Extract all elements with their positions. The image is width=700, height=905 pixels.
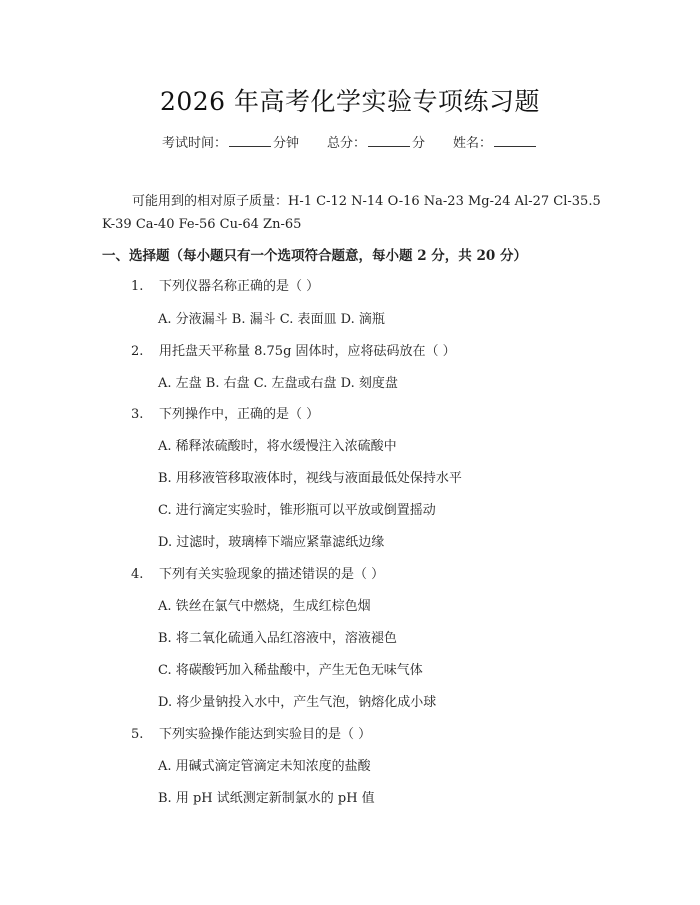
question-text: 下列实验操作能达到实验目的是（ ） bbox=[159, 727, 372, 742]
question-4-option-d: D. 将少量钠投入水中，产生气泡，钠熔化成小球 bbox=[158, 695, 437, 710]
question-3-option-d: D. 过滤时，玻璃棒下端应紧靠滤纸边缘 bbox=[158, 535, 385, 550]
student-name-label: 姓名： bbox=[453, 136, 493, 151]
question-3-option-a: A. 稀释浓硫酸时，将水缓慢注入浓硫酸中 bbox=[158, 439, 397, 454]
question-4 bbox=[131, 563, 384, 582]
question-number: 4. bbox=[131, 567, 144, 582]
total-score-blank bbox=[368, 134, 410, 147]
question-1-options: A. 分液漏斗 B. 漏斗 C. 表面皿 D. 滴瓶 bbox=[158, 312, 385, 327]
question-1 bbox=[131, 275, 319, 294]
total-score-unit: 分 bbox=[412, 136, 426, 151]
question-text: 下列仪器名称正确的是（ ） bbox=[159, 279, 320, 294]
question-4-option-b: B. 将二氧化硫通入品红溶液中，溶液褪色 bbox=[158, 631, 397, 646]
total-score-field bbox=[327, 132, 425, 151]
exam-time-label: 考试时间： bbox=[161, 136, 227, 151]
question-3-option-c: C. 进行滴定实验时，锥形瓶可以平放或倒置摇动 bbox=[158, 503, 436, 518]
question-text: 下列操作中，正确的是（ ） bbox=[159, 407, 320, 422]
section-heading-choice: 一、选择题（每小题只有一个选项符合题意，每小题 2 分，共 20 分） bbox=[102, 248, 527, 264]
exam-time-blank bbox=[229, 134, 271, 147]
question-3 bbox=[131, 403, 319, 422]
total-score-label: 总分： bbox=[326, 136, 366, 151]
atomic-mass-line-2: K-39 Ca-40 Fe-56 Cu-64 Zn-65 bbox=[102, 217, 302, 232]
exam-info-row bbox=[0, 132, 700, 151]
question-4-option-a: A. 铁丝在氯气中燃烧，生成红棕色烟 bbox=[158, 599, 371, 614]
question-number: 2. bbox=[131, 344, 144, 359]
question-number: 3. bbox=[131, 407, 144, 422]
question-number: 1. bbox=[131, 279, 144, 294]
document-title: 2026 年高考化学实验专项练习题 bbox=[159, 87, 541, 116]
question-5-option-a: A. 用碱式滴定管滴定未知浓度的盐酸 bbox=[158, 759, 371, 774]
question-number: 5. bbox=[131, 727, 144, 742]
question-text: 下列有关实验现象的描述错误的是（ ） bbox=[159, 567, 385, 582]
question-2 bbox=[131, 340, 456, 359]
student-name-blank bbox=[494, 134, 536, 147]
question-5-option-b: B. 用 pH 试纸测定新制氯水的 pH 值 bbox=[158, 791, 375, 806]
atomic-mass-line-1: 可能用到的相对原子质量：H-1 C-12 N-14 O-16 Na-23 Mg-24 Al-27 Cl-35.5 bbox=[132, 194, 601, 209]
exam-time-field bbox=[162, 132, 299, 151]
question-text: 用托盘天平称量 8.75g 固体时，应将砝码放在（ ） bbox=[159, 344, 456, 359]
atomic-mass-note bbox=[102, 190, 602, 236]
question-3-option-b: B. 用移液管移取液体时，视线与液面最低处保持水平 bbox=[158, 471, 462, 486]
student-name-field bbox=[453, 132, 538, 151]
exam-time-unit: 分钟 bbox=[272, 136, 299, 151]
question-5 bbox=[131, 723, 371, 742]
question-4-option-c: C. 将碳酸钙加入稀盐酸中，产生无色无味气体 bbox=[158, 663, 423, 678]
question-2-options: A. 左盘 B. 右盘 C. 左盘或右盘 D. 刻度盘 bbox=[158, 376, 398, 391]
